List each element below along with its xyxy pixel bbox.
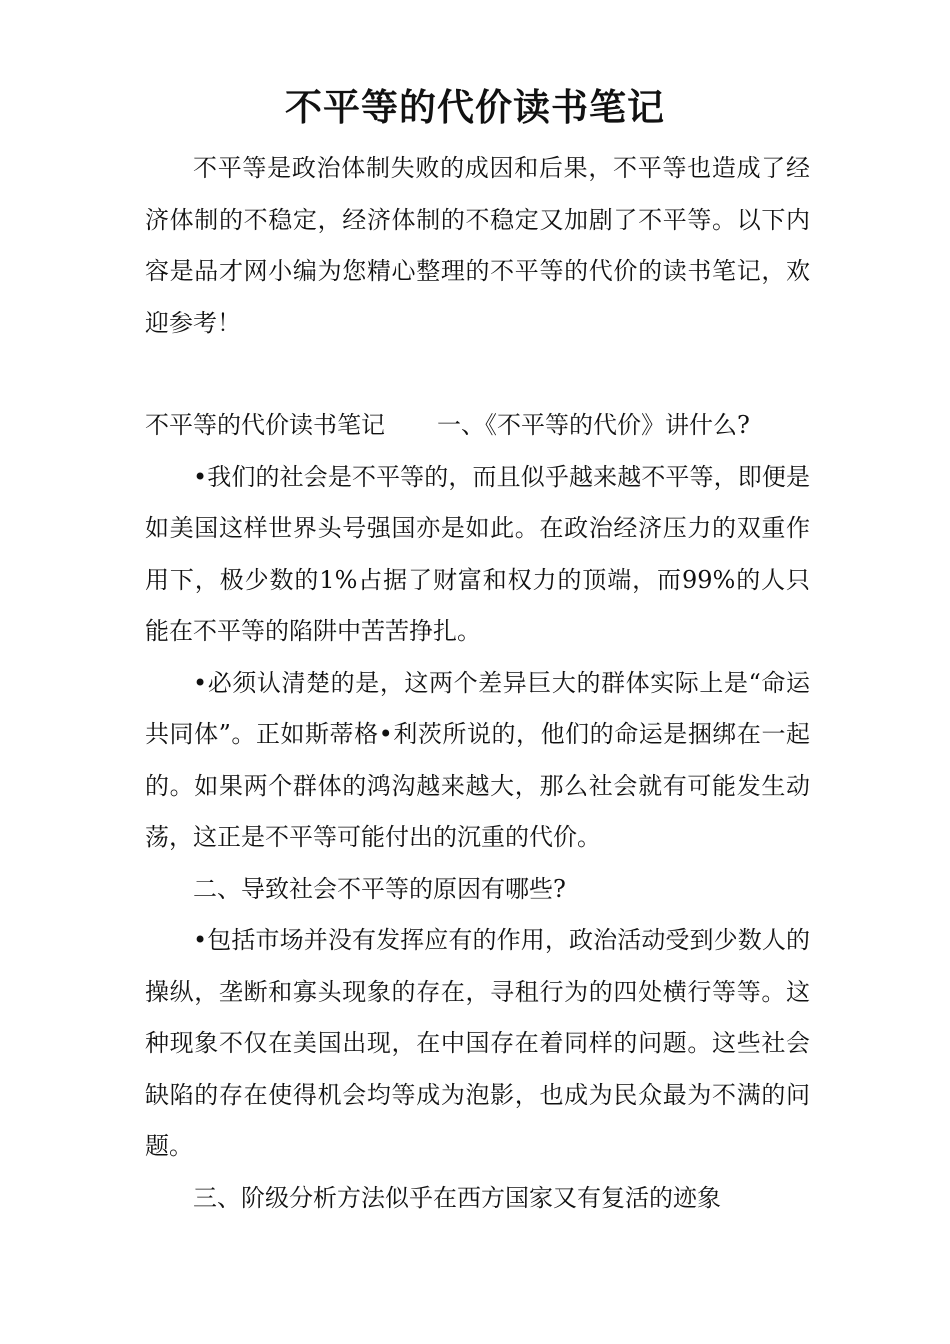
- paragraph-spacer: [145, 349, 810, 400]
- document-title: 不平等的代价读书笔记: [285, 85, 665, 129]
- question-two-heading: 二、导致社会不平等的原因有哪些?: [193, 874, 566, 903]
- document-body: [145, 143, 810, 1224]
- question-one-heading: 一、《不平等的代价》讲什么?: [437, 411, 750, 439]
- bullet-paragraph-3: •包括市场并没有发挥应有的作用，政治活动受到少数人的操纵，垄断和寡头现象的存在，寻租行为的四处横行等等。这种现象不仅在美国出现，在中国存在着同样的问题。这些社会缺陷的存在使得机会均等成为泡影，也成为民众最为不满的问题。: [145, 926, 810, 1160]
- bullet-paragraph-2: •必须认清楚的是，这两个差异巨大的群体实际上是“命运共同体”。正如斯蒂格•利茨所说的，他们的命运是捆绑在一起的。如果两个群体的鸿沟越来越大，那么社会就有可能发生动荡，这正是不平等可能付出的沉重的代价。: [145, 668, 810, 851]
- section-heading-row: [145, 400, 810, 452]
- intro-paragraph: 不平等是政治体制失败的成因和后果，不平等也造成了经济体制的不稳定，经济体制的不稳定又加剧了不平等。以下内容是品才网小编为您精心整理的不平等的代价的读书笔记，欢迎参考！: [145, 154, 810, 337]
- bullet-paragraph-1: •我们的社会是不平等的，而且似乎越来越不平等，即便是如美国这样世界头号强国亦是如此。在政治经济压力的双重作用下，极少数的1%占据了财富和权力的顶端，而99%的人只能在不平等的陷阱中苦苦挣扎。: [145, 462, 810, 645]
- question-three-heading: 三、阶级分析方法似乎在西方国家又有复活的迹象: [193, 1183, 721, 1212]
- section-label: 不平等的代价读书笔记: [145, 411, 385, 439]
